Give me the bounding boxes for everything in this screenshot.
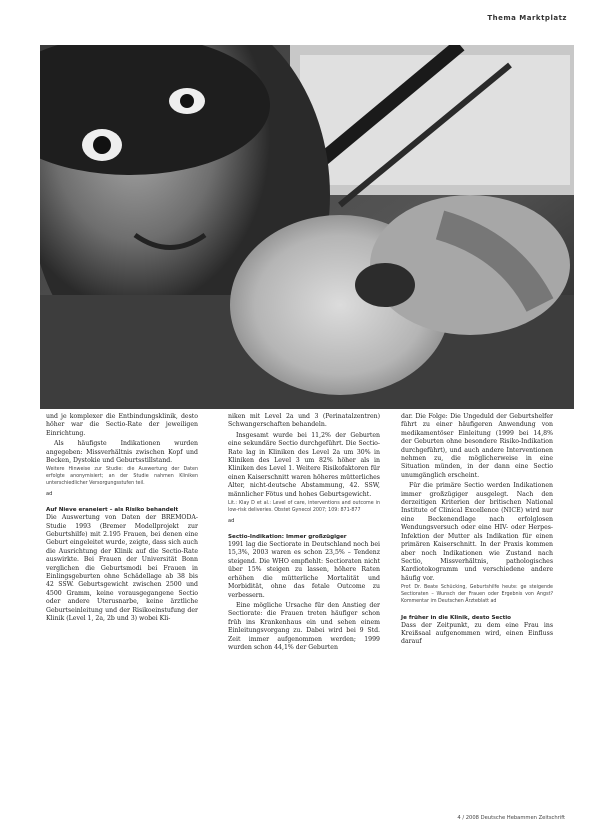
paragraph: niken mit Level 2a und 3 (Perinatalzentren) Schwangerschaften behandeln. [228, 413, 380, 429]
paragraph: Eine mögliche Ursache für den Anstieg der Sectiorate: die Frauen treten häufiger schon früh ins Krankenhaus ein und sehen einem Einleitungsvorgang zu. Dabei wird bei 9 Std. Zeit immer aufgenommen werden; 1999 wurden schon 44,1% der Geburten [228, 601, 380, 651]
paragraph: Als häufigste Indikationen wurden angegeben: Missverhältnis zwischen Kopf und Becken, Dystokie und Geburtsstillstand. [46, 440, 198, 465]
paragraph: Die Auswertung von Daten der BREMODA-Studie 1993 (Bremer Modellprojekt zur Geburtshilfe) mit 2.195 Frauen, bei denen eine Geburt eingeleitet wurde, zeigte, dass sich auch die Ausrichtung der Klinik auf die Sectio-Rate auswirkte. Bei Frauen der Universität Bonn verglichen die Geburtsmodi bei Frauen in Einlingsgeburten ohne Schädellage ab 38 bis 42 SSW. Geburtsgewicht zwischen 2500 und 4500 Gramm, keine vorausgegangene Sectio oder andere Uterusnarbe, keine ärztliche Geburtseinleitung und der Risikoeinstufung der Klinik (Level 1, 2a, 2b und 3) wobei Kli- [46, 514, 198, 623]
text-column-3 [401, 413, 553, 649]
photo-illustration [40, 45, 574, 409]
section-header: Thema Marktplatz [487, 14, 567, 22]
footnote: Lit.: Klay D et al.: Level of care, interventions and outcome in low-risk deliveries. Obstet Gynecol 2007; 109: 871-877 [228, 501, 380, 513]
subheading: Sectio-Indikation: Immer großzügiger [228, 534, 347, 541]
text-column-1 [46, 413, 198, 626]
paragraph: Für die primäre Sectio werden Indikationen immer großzügiger ausgelegt. Nach den derzeitigen Kriterien der britischen National Institute of Clinical Excellence (NICE) wird nur eine Beckenendlage nach erfolglosen Wendungsversuch oder eine HIV- oder Herpes-Infektion der Mutter als Indikation für einen primären Kaiserschnitt. In der Praxis kommen aber noch Indikationen wie Zustand nach Sectio, Missverhältnis, pathologisches Kardiotokogramm und verschiedene andere häufig vor. [401, 482, 553, 582]
paragraph: 1991 lag die Sectiorate in Deutschland noch bei 15,3%, 2003 waren es schon 23,5% – Tendenz steigend. Die WHO empfiehlt: Sectioraten nicht über 15% steigen zu lassen, höhere Raten erhöhen die mütterliche Mortalität und Morbidität, ohne das fetale Outcome zu verbessern. [228, 541, 380, 599]
subheading: Auf Nieve eraneiert – als Risiko behandelt [46, 507, 179, 514]
paragraph: und je komplexer die Entbindungsklinik, desto höher war die Sectio-Rate der jeweiligen Einrichtung. [46, 413, 198, 437]
footnote: Weitere Hinweise zur Studie: die Auswertung der Daten erfolgte anonymisiert; an der Studie nahmen Kliniken unterschiedlicher Versorgungsstufen teil. [46, 467, 198, 487]
paragraph: dar. Die Folge: Die Ungeduld der Geburtshelfer führt zu einer häufigeren Anwendung von medikamentöser Einleitung (1999 bei 14,8% der Geburten ohne besondere Risiko-Indikation durchgeführt), und auch andere Interventionen nehmen zu, die möglicherweise in eine Situation münden, in der dann eine Sectio unumgänglich erscheint. [401, 413, 553, 479]
paragraph: Insgesamt wurde bei 11,2% der Geburten eine sekundäre Sectio durchgeführt. Die Sectio-Rate lag in Kliniken des Level 2a um 30% in Kliniken des Level 3 um 82% höher als in Kliniken des Level 1. Weitere Risikofaktoren für einen Kaiserschnitt waren höheres mütterliches Alter, nicht-deutsche Abstammung, 42. SSW, männlicher Fötus und hohes Geburtsgewicht. [228, 431, 380, 498]
author-mark: ad [228, 517, 235, 524]
author-mark: ad [46, 490, 53, 497]
subheading: Je früher in die Klinik, desto Sectio [401, 614, 512, 621]
page-footer: 4 / 2008 Deutsche Hebammen Zeitschrift [457, 815, 565, 821]
footnote: Prof. Dr. Beate Schücking, Geburtshilfe heute: ge steigende Sectioraten – Wunsch der Frauen oder Ergebnis von Angst? Kommentar im Deutschen Ärzteblatt ad [401, 585, 553, 604]
text-column-2 [228, 413, 380, 654]
paragraph: Dass der Zeitpunkt, zu dem eine Frau ins Kreißsaal aufgenommen wird, einen Einfluss darauf [401, 621, 553, 646]
hero-photo [40, 45, 574, 409]
